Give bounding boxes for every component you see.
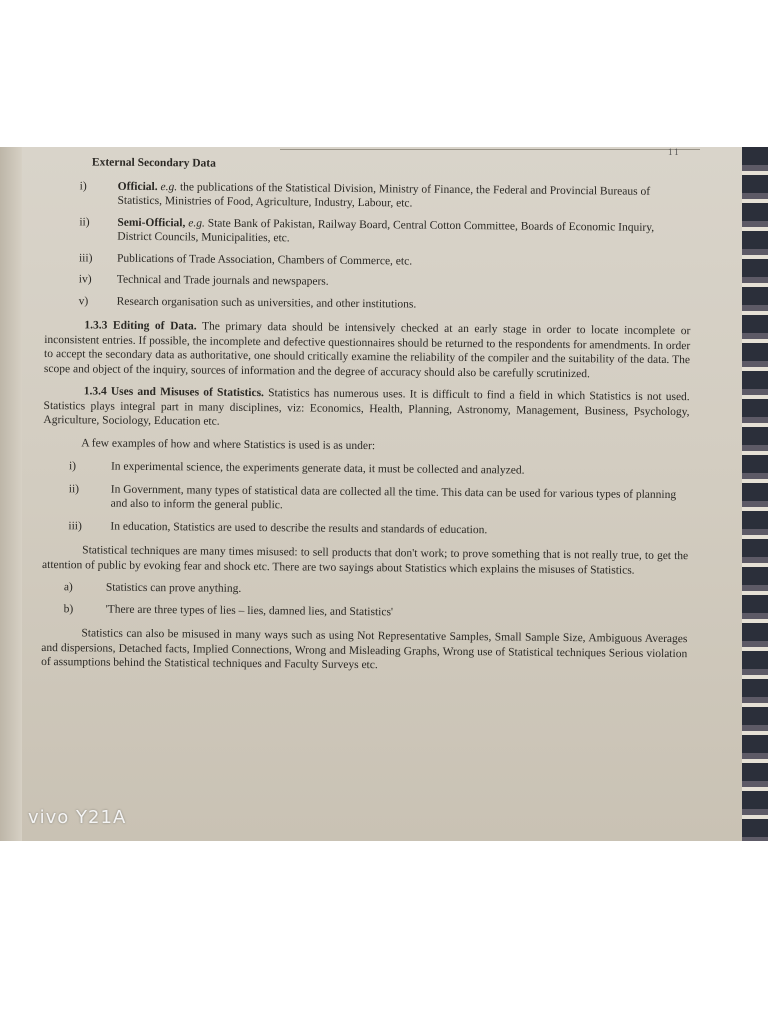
misuse-paragraph: Statistical techniques are many times misused: to sell products that don't work; to prove something that is not really true, to get the attention of public by evoking fear and shock etc. There are two sayings about Statistics which explains the misuses of Statistics. [42, 544, 689, 577]
item-text: Research organisation such as universities, and other institutions. [116, 295, 417, 311]
item-term: Semi-Official, [117, 216, 186, 229]
uses-paragraph [43, 384, 689, 434]
example-number: i) [68, 460, 77, 473]
uses-text: Statistics has numerous uses. It is difficult to find a field in which Statistics is not used. Statistics plays integral part in many disciplines, viz: Economics, Health, Planning, Astronomy, Management, Business, Psychology, Agriculture, Sociology, Education etc. [43, 387, 690, 428]
example-item [43, 481, 689, 516]
item-text: the publications of the Statistical Division, Ministry of Finance, the Federal and Provincial Bureaus of Statistics, Ministries of Food, Agriculture, Industry, Labour, etc. [117, 180, 651, 210]
list-item [45, 214, 691, 249]
item-number: iv) [78, 273, 92, 286]
example-item [43, 459, 689, 480]
item-text: State Bank of Pakistan, Railway Board, Central Cotton Committee, Boards of Economic Inquiry, District Councils, Municipalities, etc. [117, 217, 655, 245]
example-text: In Government, many types of statistical data are collected all the time. This data can be used for various types of planning and also to inform the general public. [110, 483, 677, 512]
example-number: iii) [68, 519, 82, 532]
example-text: In experimental science, the experiments generate data, it must be collected and analyzed. [110, 460, 525, 477]
list-item [45, 178, 691, 213]
item-number: v) [78, 294, 89, 307]
list-item [45, 293, 691, 314]
section-heading: External Secondary Data [91, 156, 216, 170]
list-item [45, 272, 691, 293]
item-text: Technical and Trade journals and newspapers. [116, 273, 329, 288]
header-rule [280, 149, 700, 150]
item-eg: e.g. [188, 216, 205, 230]
example-item [42, 518, 688, 539]
page-number: 11 [668, 147, 681, 157]
editing-paragraph [44, 318, 691, 382]
example-text: In education, Statistics are used to describe the results and standards of education. [110, 520, 488, 536]
right-book-edge [742, 147, 768, 841]
uses-title: 1.3.4 Uses and Misuses of Statistics. [83, 385, 265, 400]
editing-title: 1.3.3 Editing of Data. [84, 319, 197, 333]
item-eg: e.g. [160, 180, 178, 193]
saying-item [42, 580, 688, 601]
editing-text: The primary data should be intensively checked at an early stage in order to locate incomplete or inconsistent entries. If possible, the incomplete and defective questionnaires should be returned to the respondents for amendments. In order to accept the secondary data as authoritative, one should critically examine the reliability of the compiler and the suitability of the data. The scope and object of the inquiry, sources of information and the degree of accuracy should also be carefully scrutinized. [43, 320, 691, 380]
saying-number: a) [63, 581, 73, 594]
item-number: i) [79, 179, 87, 192]
item-term: Official. [117, 180, 158, 193]
final-paragraph: Statistics can also be misused in many ways such as using Not Representative Samples, Small Sample Size, Ambiguous Averages and dispersions, Detached facts, Implied Connections, Wrong and Misleading Graphs, Wrong use of Statistical techniques Serious violation of assumptions behind the Statistical techniques and Faculty Surveys etc. [41, 627, 688, 672]
page-content [41, 155, 692, 684]
saying-text: Statistics can prove anything. [105, 581, 242, 595]
list-item [45, 250, 691, 271]
example-number: ii) [68, 482, 80, 495]
item-number: iii) [78, 251, 93, 264]
saying-text: 'There are three types of lies – lies, damned lies, and Statistics' [105, 603, 394, 618]
examples-intro: A few examples of how and where Statistics is used is as under: [81, 436, 376, 452]
saying-number: b) [63, 602, 74, 615]
left-page-edge [0, 147, 22, 841]
item-number: ii) [79, 215, 90, 228]
camera-watermark: vivo Y21A [28, 807, 127, 828]
saying-item [42, 601, 688, 622]
item-text: Publications of Trade Association, Chambers of Commerce, etc. [116, 252, 413, 268]
photographed-page [0, 147, 768, 841]
